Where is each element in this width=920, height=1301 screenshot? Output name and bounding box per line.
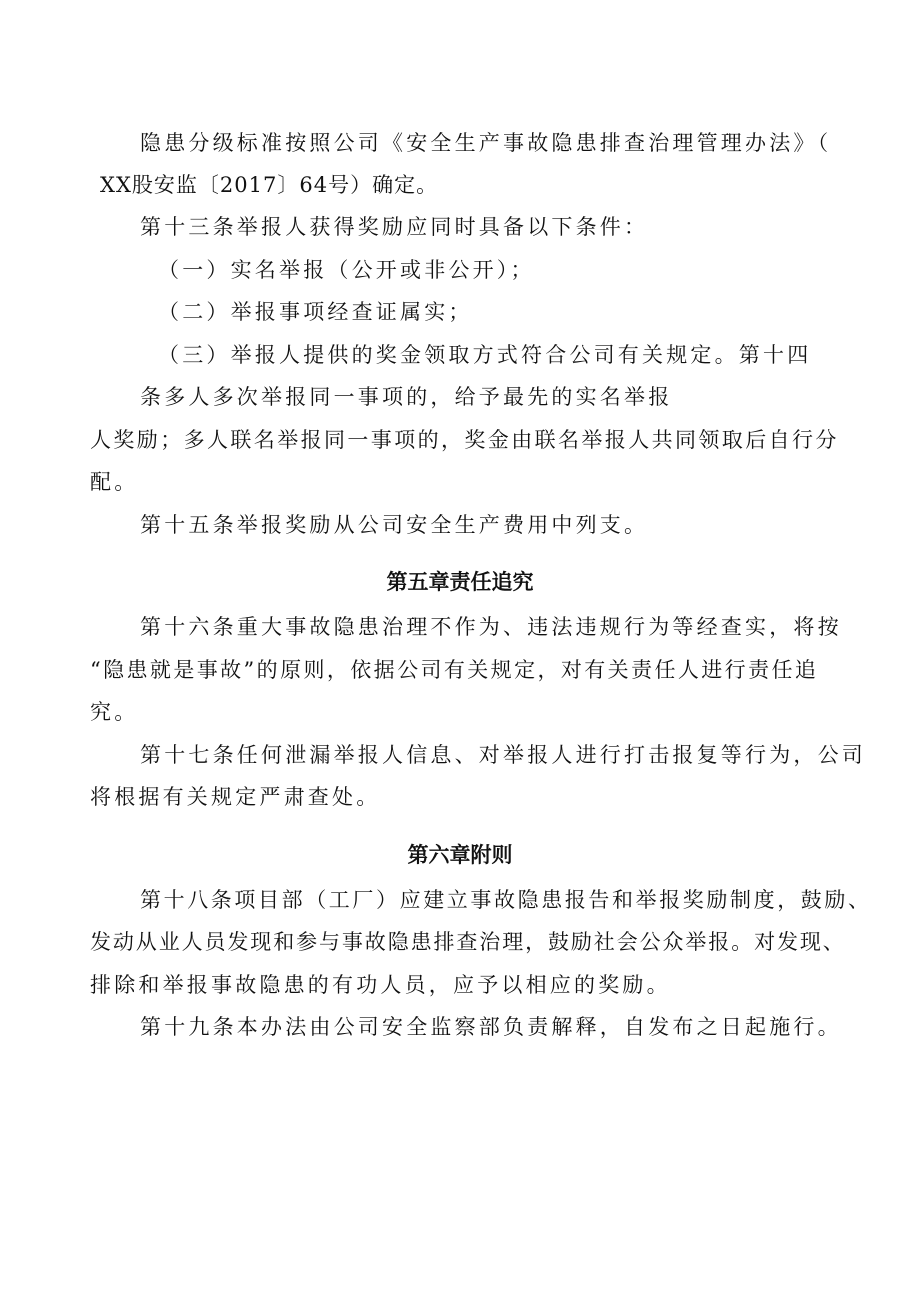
article-18-line: 第十八条项目部（工厂）应建立事故隐患报告和举报奖励制度，鼓励、 [140, 888, 872, 912]
article-17-line: 将根据有关规定严肃查处。 [90, 785, 381, 809]
article-15: 第十五条举报奖励从公司安全生产费用中列支。 [140, 513, 649, 537]
article-13: 第十三条举报人获得奖励应同时具备以下条件： [140, 215, 649, 239]
chapter-5-heading: 第五章责任追究 [386, 570, 534, 594]
condition-1: （一）实名举报（公开或非公开）； [158, 258, 535, 282]
article-16-line: 第十六条重大事故隐患治理不作为、违法违规行为等经查实，将按 [140, 615, 842, 639]
article-17-line: 第十七条任何泄漏举报人信息、对举报人进行打击报复等行为，公司 [140, 743, 866, 767]
condition-2: （二）举报事项经查证属实； [158, 300, 473, 324]
paragraph-line: XX股安监〔2017〕64号）确定。 [100, 173, 439, 197]
paragraph-line: 隐患分级标准按照公司《安全生产事故隐患排查治理管理办法》（ [140, 131, 832, 155]
article-18-line: 排除和举报事故隐患的有功人员，应予以相应的奖励。 [90, 973, 671, 997]
article-14-line: 人奖励；多人联名举报同一事项的，奖金由联名举报人共同领取后自行分 [90, 428, 839, 452]
chapter-6-heading: 第六章附则 [407, 843, 513, 867]
article-16-line: 究。 [90, 700, 139, 724]
article-19: 第十九条本办法由公司安全监察部负责解释，自发布之日起施行。 [140, 1015, 842, 1039]
condition-3: （三）举报人提供的奖金领取方式符合公司有关规定。第十四 [158, 343, 812, 367]
article-14-line: 条多人多次举报同一事项的，给予最先的实名举报 [140, 385, 673, 409]
article-14-line: 配。 [90, 470, 139, 494]
article-16-line: “隐患就是事故”的原则，依据公司有关规定，对有关责任人进行责任追 [90, 658, 819, 682]
article-18-line: 发动从业人员发现和参与事故隐患排查治理，鼓励社会公众举报。对发现、 [90, 930, 846, 954]
